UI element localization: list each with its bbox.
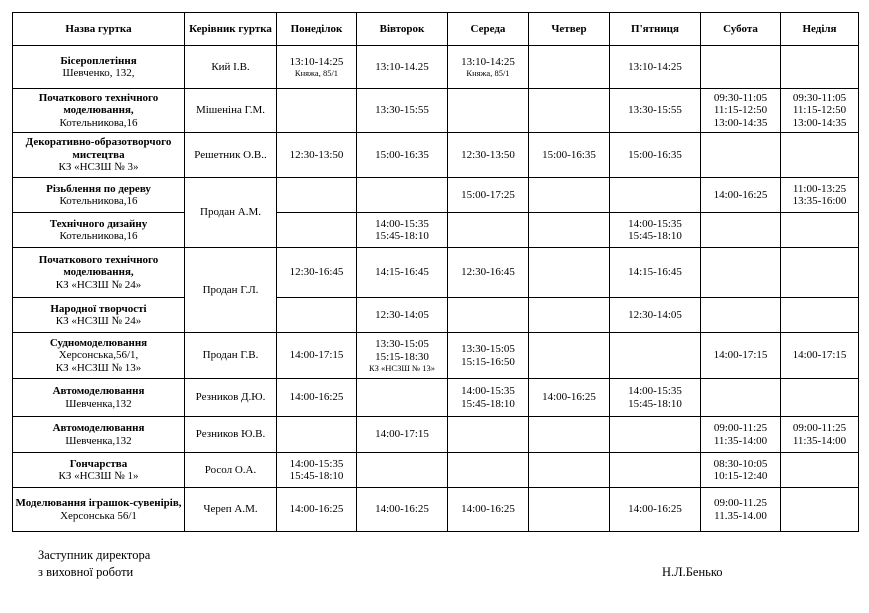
time-cell xyxy=(357,453,448,488)
leader-cell: Росол О.А. xyxy=(185,453,277,488)
time-cell: 15:00-16:35 xyxy=(357,133,448,178)
time-cell: 14:00-17:15 xyxy=(701,333,781,379)
time-cell xyxy=(529,417,610,453)
time-cell: 14:00-15:35 15:45-18:10 xyxy=(610,213,701,248)
position-line-1: Заступник директора xyxy=(38,548,151,562)
time-cell: 13:10-14:25 Княжа, 85/1 xyxy=(448,46,529,89)
time-cell: 14:00-16:25 xyxy=(610,488,701,532)
time-cell xyxy=(448,453,529,488)
time-cell xyxy=(701,248,781,298)
time-cell: 14:00-17:15 xyxy=(277,333,357,379)
time-cell xyxy=(610,333,701,379)
time-cell: 15:00-17:25 xyxy=(448,178,529,213)
time-cell xyxy=(277,298,357,333)
leader-cell: Резников Ю.В. xyxy=(185,417,277,453)
time-cell xyxy=(529,488,610,532)
time-cell xyxy=(529,333,610,379)
time-cell xyxy=(701,213,781,248)
table-row xyxy=(13,298,859,333)
time-cell: 11:00-13:25 13:35-16:00 xyxy=(781,178,859,213)
time-cell: 09:00-11:25 11:35-14:00 xyxy=(781,417,859,453)
time-cell xyxy=(357,178,448,213)
time-cell: 15:00-16:35 xyxy=(529,133,610,178)
time-cell: 13:10-14.25 xyxy=(357,46,448,89)
time-cell xyxy=(610,178,701,213)
signatory-name: Н.Л.Бенько xyxy=(662,565,723,579)
time-cell: 14:00-17:15 xyxy=(357,417,448,453)
table-row xyxy=(13,333,859,379)
table-row xyxy=(13,417,859,453)
club-name-cell: Початкового технічного моделювання, Котельникова,16 xyxy=(13,89,185,133)
time-cell xyxy=(357,379,448,417)
table-row xyxy=(13,133,859,178)
time-cell: 13:30-15:55 xyxy=(610,89,701,133)
leader-cell: Продан Г.Л. xyxy=(185,248,277,333)
time-cell: 09:00-11.25 11.35-14.00 xyxy=(701,488,781,532)
time-cell: 14:00-15:35 15:45-18:10 xyxy=(448,379,529,417)
time-cell xyxy=(781,298,859,333)
time-cell: 12:30-13:50 xyxy=(448,133,529,178)
time-cell: 12:30-16:45 xyxy=(277,248,357,298)
col-header-sun: Неділя xyxy=(781,13,859,46)
time-cell xyxy=(529,46,610,89)
club-name-cell: Гончарства КЗ «НСЗШ № 1» xyxy=(13,453,185,488)
time-cell xyxy=(277,213,357,248)
club-name-cell: Автомоделювання Шевченка,132 xyxy=(13,417,185,453)
club-name-cell: Бісероплетіння Шевченко, 132, xyxy=(13,46,185,89)
time-cell xyxy=(781,488,859,532)
time-cell: 14:00-16:25 xyxy=(701,178,781,213)
time-cell xyxy=(448,213,529,248)
time-cell: 14:00-15:35 15:45-18:10 xyxy=(357,213,448,248)
col-header-tue: Вівторок xyxy=(357,13,448,46)
time-cell: 12:30-16:45 xyxy=(448,248,529,298)
club-name-cell: Декоративно-образотворчого мистецтва КЗ «НСЗШ № 3» xyxy=(13,133,185,178)
col-header-mon: Понеділок xyxy=(277,13,357,46)
time-cell xyxy=(701,298,781,333)
time-cell xyxy=(781,46,859,89)
time-cell xyxy=(701,379,781,417)
leader-cell: Кий І.В. xyxy=(185,46,277,89)
club-name-cell: Моделювання іграшок-сувенірів, Херсонська 56/1 xyxy=(13,488,185,532)
col-header-wed: Середа xyxy=(448,13,529,46)
time-cell: 09:30-11:05 11:15-12:50 13:00-14:35 xyxy=(701,89,781,133)
time-cell xyxy=(529,89,610,133)
time-cell: 13:10-14:25 Княжа, 85/1 xyxy=(277,46,357,89)
signatory-position xyxy=(38,547,150,581)
time-cell xyxy=(529,213,610,248)
col-header-leader: Керівник гуртка xyxy=(185,13,277,46)
time-cell xyxy=(529,248,610,298)
club-name-cell: Судномоделювання Херсонська,56/1, КЗ «НСЗШ № 13» xyxy=(13,333,185,379)
position-line-2: з виховної роботи xyxy=(38,565,134,579)
leader-cell: Продан Г.В. xyxy=(185,333,277,379)
leader-cell: Продан А.М. xyxy=(185,178,277,248)
table-row xyxy=(13,488,859,532)
club-name-cell: Технічного дизайну Котельникова,16 xyxy=(13,213,185,248)
leader-cell: Решетник О.В.. xyxy=(185,133,277,178)
club-name-cell: Початкового технічного моделювання, КЗ «НСЗШ № 24» xyxy=(13,248,185,298)
time-cell: 13:30-15:55 xyxy=(357,89,448,133)
time-cell: 12:30-14:05 xyxy=(610,298,701,333)
col-header-sat: Субота xyxy=(701,13,781,46)
club-name-cell: Автомоделювання Шевченка,132 xyxy=(13,379,185,417)
time-cell xyxy=(529,453,610,488)
time-cell: 14:00-15:35 15:45-18:10 xyxy=(610,379,701,417)
col-header-fri: П'ятниця xyxy=(610,13,701,46)
time-cell xyxy=(448,89,529,133)
table-row xyxy=(13,379,859,417)
time-cell: 12:30-13:50 xyxy=(277,133,357,178)
time-cell: 08:30-10:05 10:15-12:40 xyxy=(701,453,781,488)
time-cell: 14:15-16:45 xyxy=(357,248,448,298)
table-row xyxy=(13,178,859,213)
time-cell: 14:00-16:25 xyxy=(448,488,529,532)
leader-cell: Череп А.М. xyxy=(185,488,277,532)
time-cell xyxy=(781,248,859,298)
time-cell xyxy=(701,46,781,89)
time-cell: 14:00-16:25 xyxy=(529,379,610,417)
time-cell xyxy=(610,453,701,488)
time-cell: 14:00-16:25 xyxy=(277,379,357,417)
time-cell xyxy=(701,133,781,178)
time-cell xyxy=(781,213,859,248)
time-cell: 14:00-16:25 xyxy=(277,488,357,532)
time-cell: 15:00-16:35 xyxy=(610,133,701,178)
time-cell xyxy=(448,298,529,333)
header-row xyxy=(13,13,859,46)
time-cell: 12:30-14:05 xyxy=(357,298,448,333)
time-cell: 14:15-16:45 xyxy=(610,248,701,298)
table-row xyxy=(13,89,859,133)
table-row xyxy=(13,213,859,248)
club-name-cell: Народної творчості КЗ «НСЗШ № 24» xyxy=(13,298,185,333)
time-cell xyxy=(277,178,357,213)
leader-cell: Резников Д.Ю. xyxy=(185,379,277,417)
time-cell xyxy=(781,133,859,178)
club-name-cell: Різьблення по дереву Котельникова,16 xyxy=(13,178,185,213)
time-cell: 14:00-16:25 xyxy=(357,488,448,532)
table-row xyxy=(13,46,859,89)
time-cell: 09:00-11:25 11:35-14:00 xyxy=(701,417,781,453)
time-cell: 09:30-11:05 11:15-12:50 13:00-14:35 xyxy=(781,89,859,133)
time-cell xyxy=(781,453,859,488)
time-cell: 14:00-15:35 15:45-18:10 xyxy=(277,453,357,488)
time-cell: 13:30-15:05 15:15-18:30 КЗ «НСЗШ № 13» xyxy=(357,333,448,379)
table-row xyxy=(13,453,859,488)
col-header-thu: Четвер xyxy=(529,13,610,46)
col-header-name: Назва гуртка xyxy=(13,13,185,46)
leader-cell: Мішеніна Г.М. xyxy=(185,89,277,133)
schedule-table xyxy=(12,12,859,532)
time-cell xyxy=(448,417,529,453)
time-cell xyxy=(529,178,610,213)
time-cell: 14:00-17:15 xyxy=(781,333,859,379)
time-cell xyxy=(529,298,610,333)
time-cell xyxy=(610,417,701,453)
time-cell: 13:30-15:05 15:15-16:50 xyxy=(448,333,529,379)
time-cell xyxy=(277,417,357,453)
table-row xyxy=(13,248,859,298)
time-cell: 13:10-14:25 xyxy=(610,46,701,89)
time-cell xyxy=(781,379,859,417)
time-cell xyxy=(277,89,357,133)
